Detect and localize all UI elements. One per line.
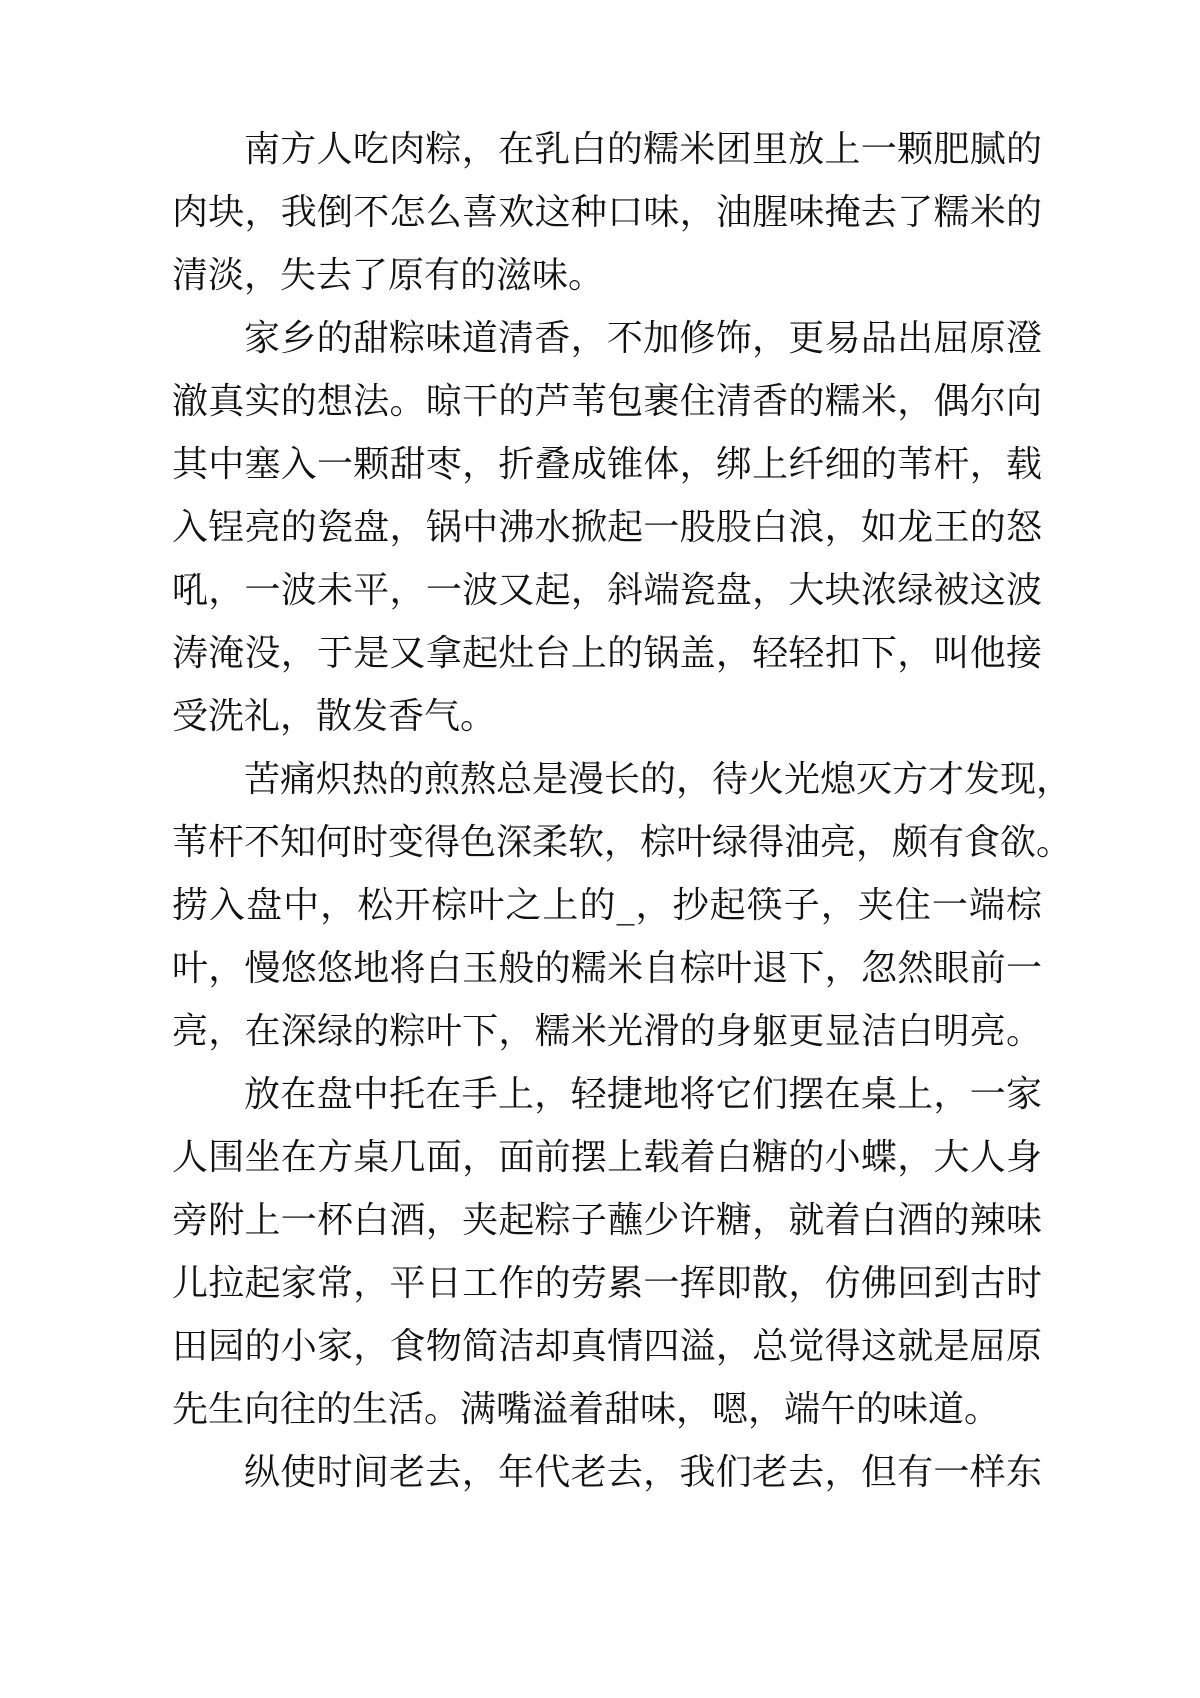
text-line: 放在盘中托在手上，轻捷地将它们摆在桌上，一家 (244, 1074, 1042, 1115)
essay-text (172, 118, 1073, 1504)
text-line: 其中塞入一颗甜枣，折叠成锥体，绑上纤细的苇杆，载 (172, 444, 1042, 485)
text-line: 受洗礼，散发香气。 (172, 696, 497, 737)
text-line: 先生向往的生活。满嘴溢着甜味，嗯，端午的味道。 (172, 1389, 1001, 1430)
text-line: 肉块，我倒不怎么喜欢这种口味，油腥味掩去了糯米的 (172, 192, 1042, 233)
text-line: 澈真实的想法。晾干的芦苇包裹住清香的糯米，偶尔向 (172, 381, 1042, 422)
text-line: 叶，慢悠悠地将白玉般的糯米自棕叶退下，忽然眼前一 (172, 948, 1042, 989)
text-line: 旁附上一杯白酒，夹起粽子蘸少许糖，就着白酒的辣味 (172, 1200, 1042, 1241)
text-line: 涛淹没，于是又拿起灶台上的锅盖，轻轻扣下，叫他接 (172, 633, 1042, 674)
text-line: 亮，在深绿的粽叶下，糯米光滑的身躯更显洁白明亮。 (172, 1011, 1042, 1052)
text-line: 苦痛炽热的煎熬总是漫长的，待火光熄灭方才发现， (244, 759, 1073, 800)
text-line: 人围坐在方桌几面，面前摆上载着白糖的小蝶，大人身 (172, 1137, 1042, 1178)
text-line: 南方人吃肉粽，在乳白的糯米团里放上一颗肥腻的 (244, 129, 1042, 170)
text-line: 苇杆不知何时变得色深柔软，棕叶绿得油亮，颇有食欲。 (172, 822, 1073, 863)
text-line: 家乡的甜粽味道清香，不加修饰，更易品出屈原澄 (244, 318, 1042, 359)
text-line: 吼，一波未平，一波又起，斜端瓷盘，大块浓绿被这波 (172, 570, 1042, 611)
text-line: 纵使时间老去，年代老去，我们老去，但有一样东 (244, 1452, 1042, 1493)
text-line: 田园的小家，食物简洁却真情四溢，总觉得这就是屈原 (172, 1326, 1042, 1367)
text-line: 清淡，失去了原有的滋味。 (172, 255, 605, 296)
text-line: 儿拉起家常，平日工作的劳累一挥即散，仿佛回到古时 (172, 1263, 1042, 1304)
text-line: 入锃亮的瓷盘，锅中沸水掀起一股股白浪，如龙王的怒 (172, 507, 1042, 548)
text-line: 捞入盘中，松开棕叶之上的_，抄起筷子，夹住一端棕 (172, 885, 1042, 926)
